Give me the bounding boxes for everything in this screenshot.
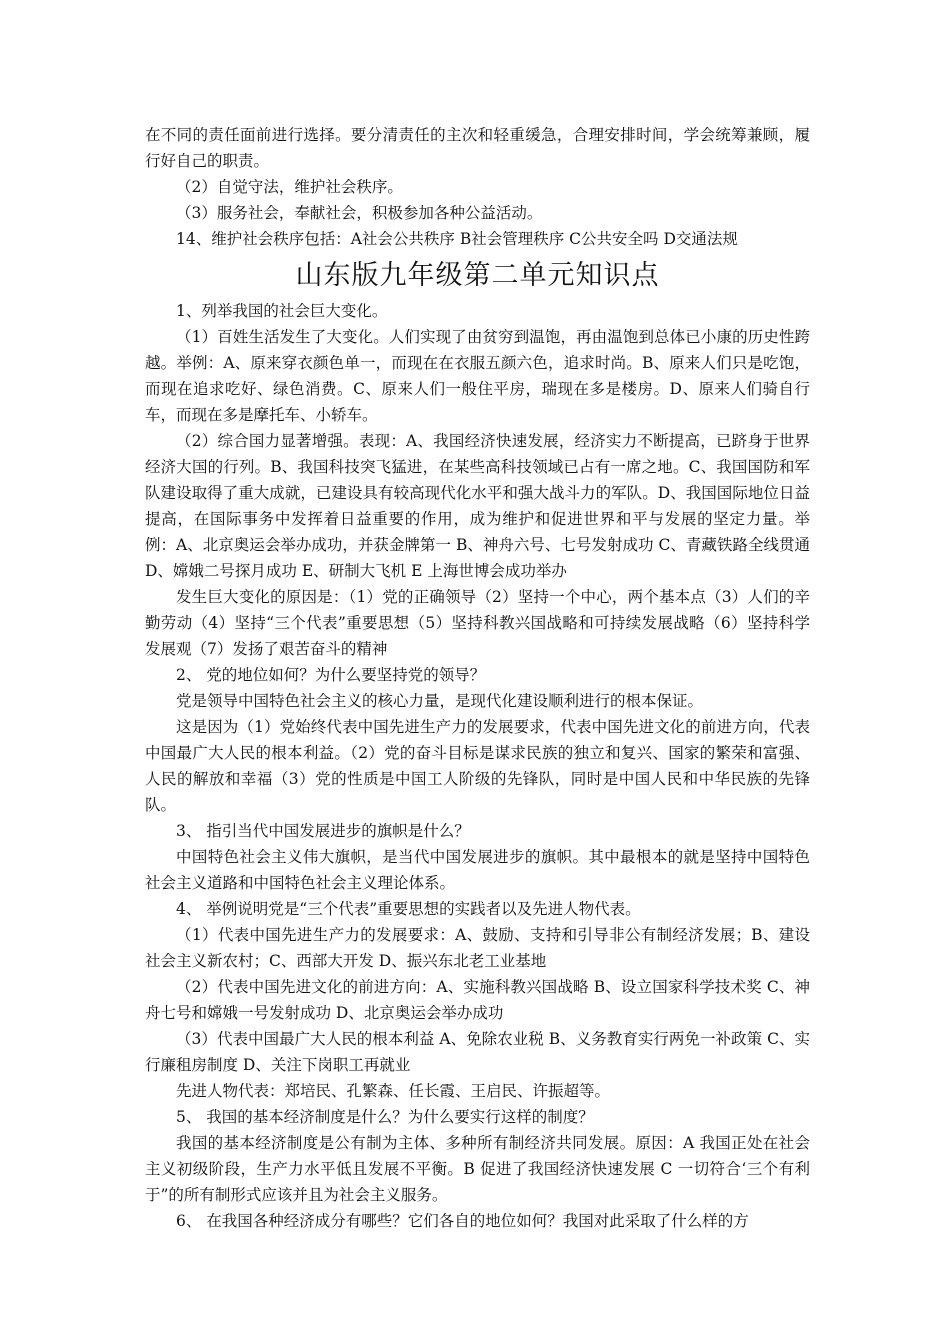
paragraph-productive-forces: （1）代表中国先进生产力的发展要求：A、鼓励、支持和引导非公有制经济发展；B、建设社会主义新农村；C、西部大开发 D、振兴东北老工业基地 [145, 926, 810, 970]
question-6: 6、 在我国各种经济成分有哪些？它们各自的地位如何？我国对此采取了什么样的方 [176, 1212, 749, 1230]
document-title: 山东版九年级第二单元知识点 [295, 260, 660, 291]
paragraph-serve-society: （3）服务社会，奉献社会，积极参加各种公益活动。 [176, 204, 543, 222]
paragraph-economic-system: 我国的基本经济制度是公有制为主体、多种所有制经济共同发展。原因：A 我国正处在社会主义初级阶段，生产力水平低且发展不平衡。B 促进了我国经济快速发展 C 一切符合‘三个有利于”的所有制形式应该并且为社会主义服务。 [145, 1134, 810, 1204]
paragraph-change-reasons: 发生巨大变化的原因是：（1）党的正确领导（2）坚持一个中心，两个基本点（3）人们的辛勤劳动（4）坚持“三个代表”重要思想（5）坚持科教兴国战略和可持续发展战略（6）坚持科学发展观（7）发扬了艰苦奋斗的精神 [145, 588, 810, 658]
paragraph-advanced-culture: （2）代表中国先进文化的前进方向：A、实施科教兴国战略 B、设立国家科学技术奖 C、神舟七号和嫦娥一号发射成功 D、北京奥运会举办成功 [145, 978, 810, 1022]
paragraph-living-changes: （1）百姓生活发生了大变化。人们实现了由贫穷到温饱，再由温饱到总体已小康的历史性跨越。举例：A、原来穿衣颜色单一，而现在在衣服五颜六色，追求时尚。B、原来人们只是吃饱，而现在追求吃好、绿色消费。C、原来人们一般住平房，瑞现在多是楼房。D、原来人们骑自行车，而现在多是摩托车、小轿车。 [145, 328, 810, 424]
question-5: 5、 我国的基本经济制度是什么？为什么要实行这样的制度？ [176, 1108, 594, 1126]
question-3: 3、 指引当代中国发展进步的旗帜是什么？ [176, 822, 470, 840]
document-body [145, 122, 810, 1234]
paragraph-national-strength: （2）综合国力显著增强。表现：A、我国经济快速发展，经济实力不断提高，已跻身于世界经济大国的行列。B、我国科技突飞猛进，在某些高科技领域已占有一席之地。C、我国国防和军队建设取得了重大成就，已建设具有较高现代化水平和强大战斗力的军队。D、我国国际地位日益提高，在国际事务中发挥着日益重要的作用，成为维护和促进世界和平与发展的坚定力量。举例：A、北京奥运会举办成功，并获金牌第一 B、神舟六号、七号发射成功 C、青藏铁路全线贯通 D、嫦娥二号探月成功 E、研制大飞机 E 上海世博会成功举办 [145, 432, 810, 580]
paragraph-item-14: 14、维护社会秩序包括：A社会公共秩序 B社会管理秩序 C公共安全吗 D交通法规 [176, 230, 738, 248]
question-2: 2、 党的地位如何？为什么要坚持党的领导？ [176, 666, 486, 684]
paragraph-responsibility-choice: 在不同的责任面前进行选择。要分清责任的主次和轻重缓急，合理安排时间，学会统筹兼顾，履行好自己的职责。 [145, 126, 810, 170]
paragraph-banner: 中国特色社会主义伟大旗帜，是当代中国发展进步的旗帜。其中最根本的就是坚持中国特色社会主义道路和中国特色社会主义理论体系。 [145, 848, 810, 892]
paragraph-advanced-figures: 先进人物代表：郑培民、孔繁森、任长霞、王启民、许振超等。 [176, 1082, 611, 1100]
paragraph-party-reasons: 这是因为（1）党始终代表中国先进生产力的发展要求，代表中国先进文化的前进方向，代表中国最广大人民的根本利益。（2）党的奋斗目标是谋求民族的独立和复兴、国家的繁荣和富强、人民的解放和幸福（3）党的性质是中国工人阶级的先锋队，同时是中国人民和中华民族的先锋队。 [145, 718, 810, 814]
question-4: 4、 举例说明党是“三个代表”重要思想的实践者以及先进人物代表。 [176, 900, 641, 918]
paragraph-party-status: 党是领导中国特色社会主义的核心力量，是现代化建设顺利进行的根本保证。 [176, 692, 704, 710]
paragraph-people-interests: （3）代表中国最广大人民的根本利益 A、免除农业税 B、义务教育实行两免一补政策 C、实行廉租房制度 D、关注下岗职工再就业 [145, 1030, 810, 1074]
question-1: 1、列举我国的社会巨大变化。 [176, 302, 388, 320]
paragraph-obey-law: （2）自觉守法，维护社会秩序。 [176, 178, 403, 196]
